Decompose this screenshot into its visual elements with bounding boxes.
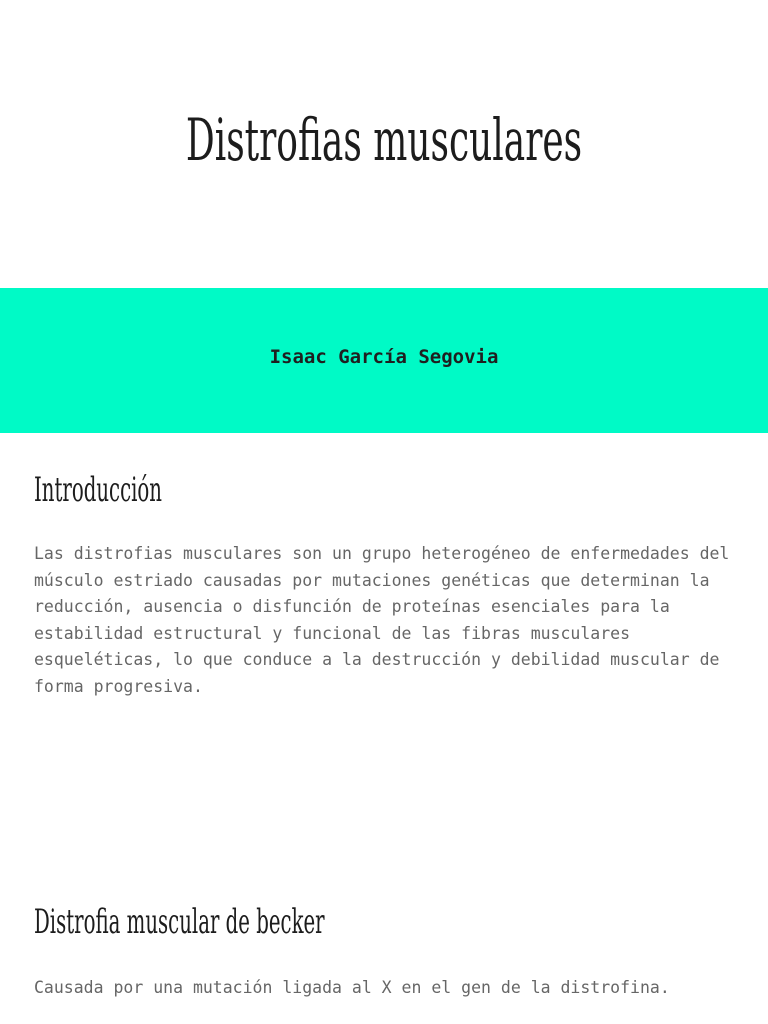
page-title: Distrofias musculares bbox=[185, 106, 583, 174]
section-body-introduccion: Las distrofias musculares son un grupo heterogéneo de enfermedades del músculo estriado causadas por mutaciones genéticas que determinan la reducción, ausencia o disfunción de proteínas esenciales para la estabilidad estructural y funcional de las fibras musculares esqueléticas, lo que conduce a la destrucción y debilidad muscular de forma progresiva. bbox=[34, 544, 730, 696]
section-body-becker: Causada por una mutación ligada al X en el gen de la distrofina. bbox=[34, 978, 670, 997]
author-name: Isaac García Segovia bbox=[269, 346, 499, 368]
section-heading-becker: Distrofia muscular de becker bbox=[34, 902, 325, 942]
section-heading-introduccion: Introducción bbox=[34, 470, 163, 510]
